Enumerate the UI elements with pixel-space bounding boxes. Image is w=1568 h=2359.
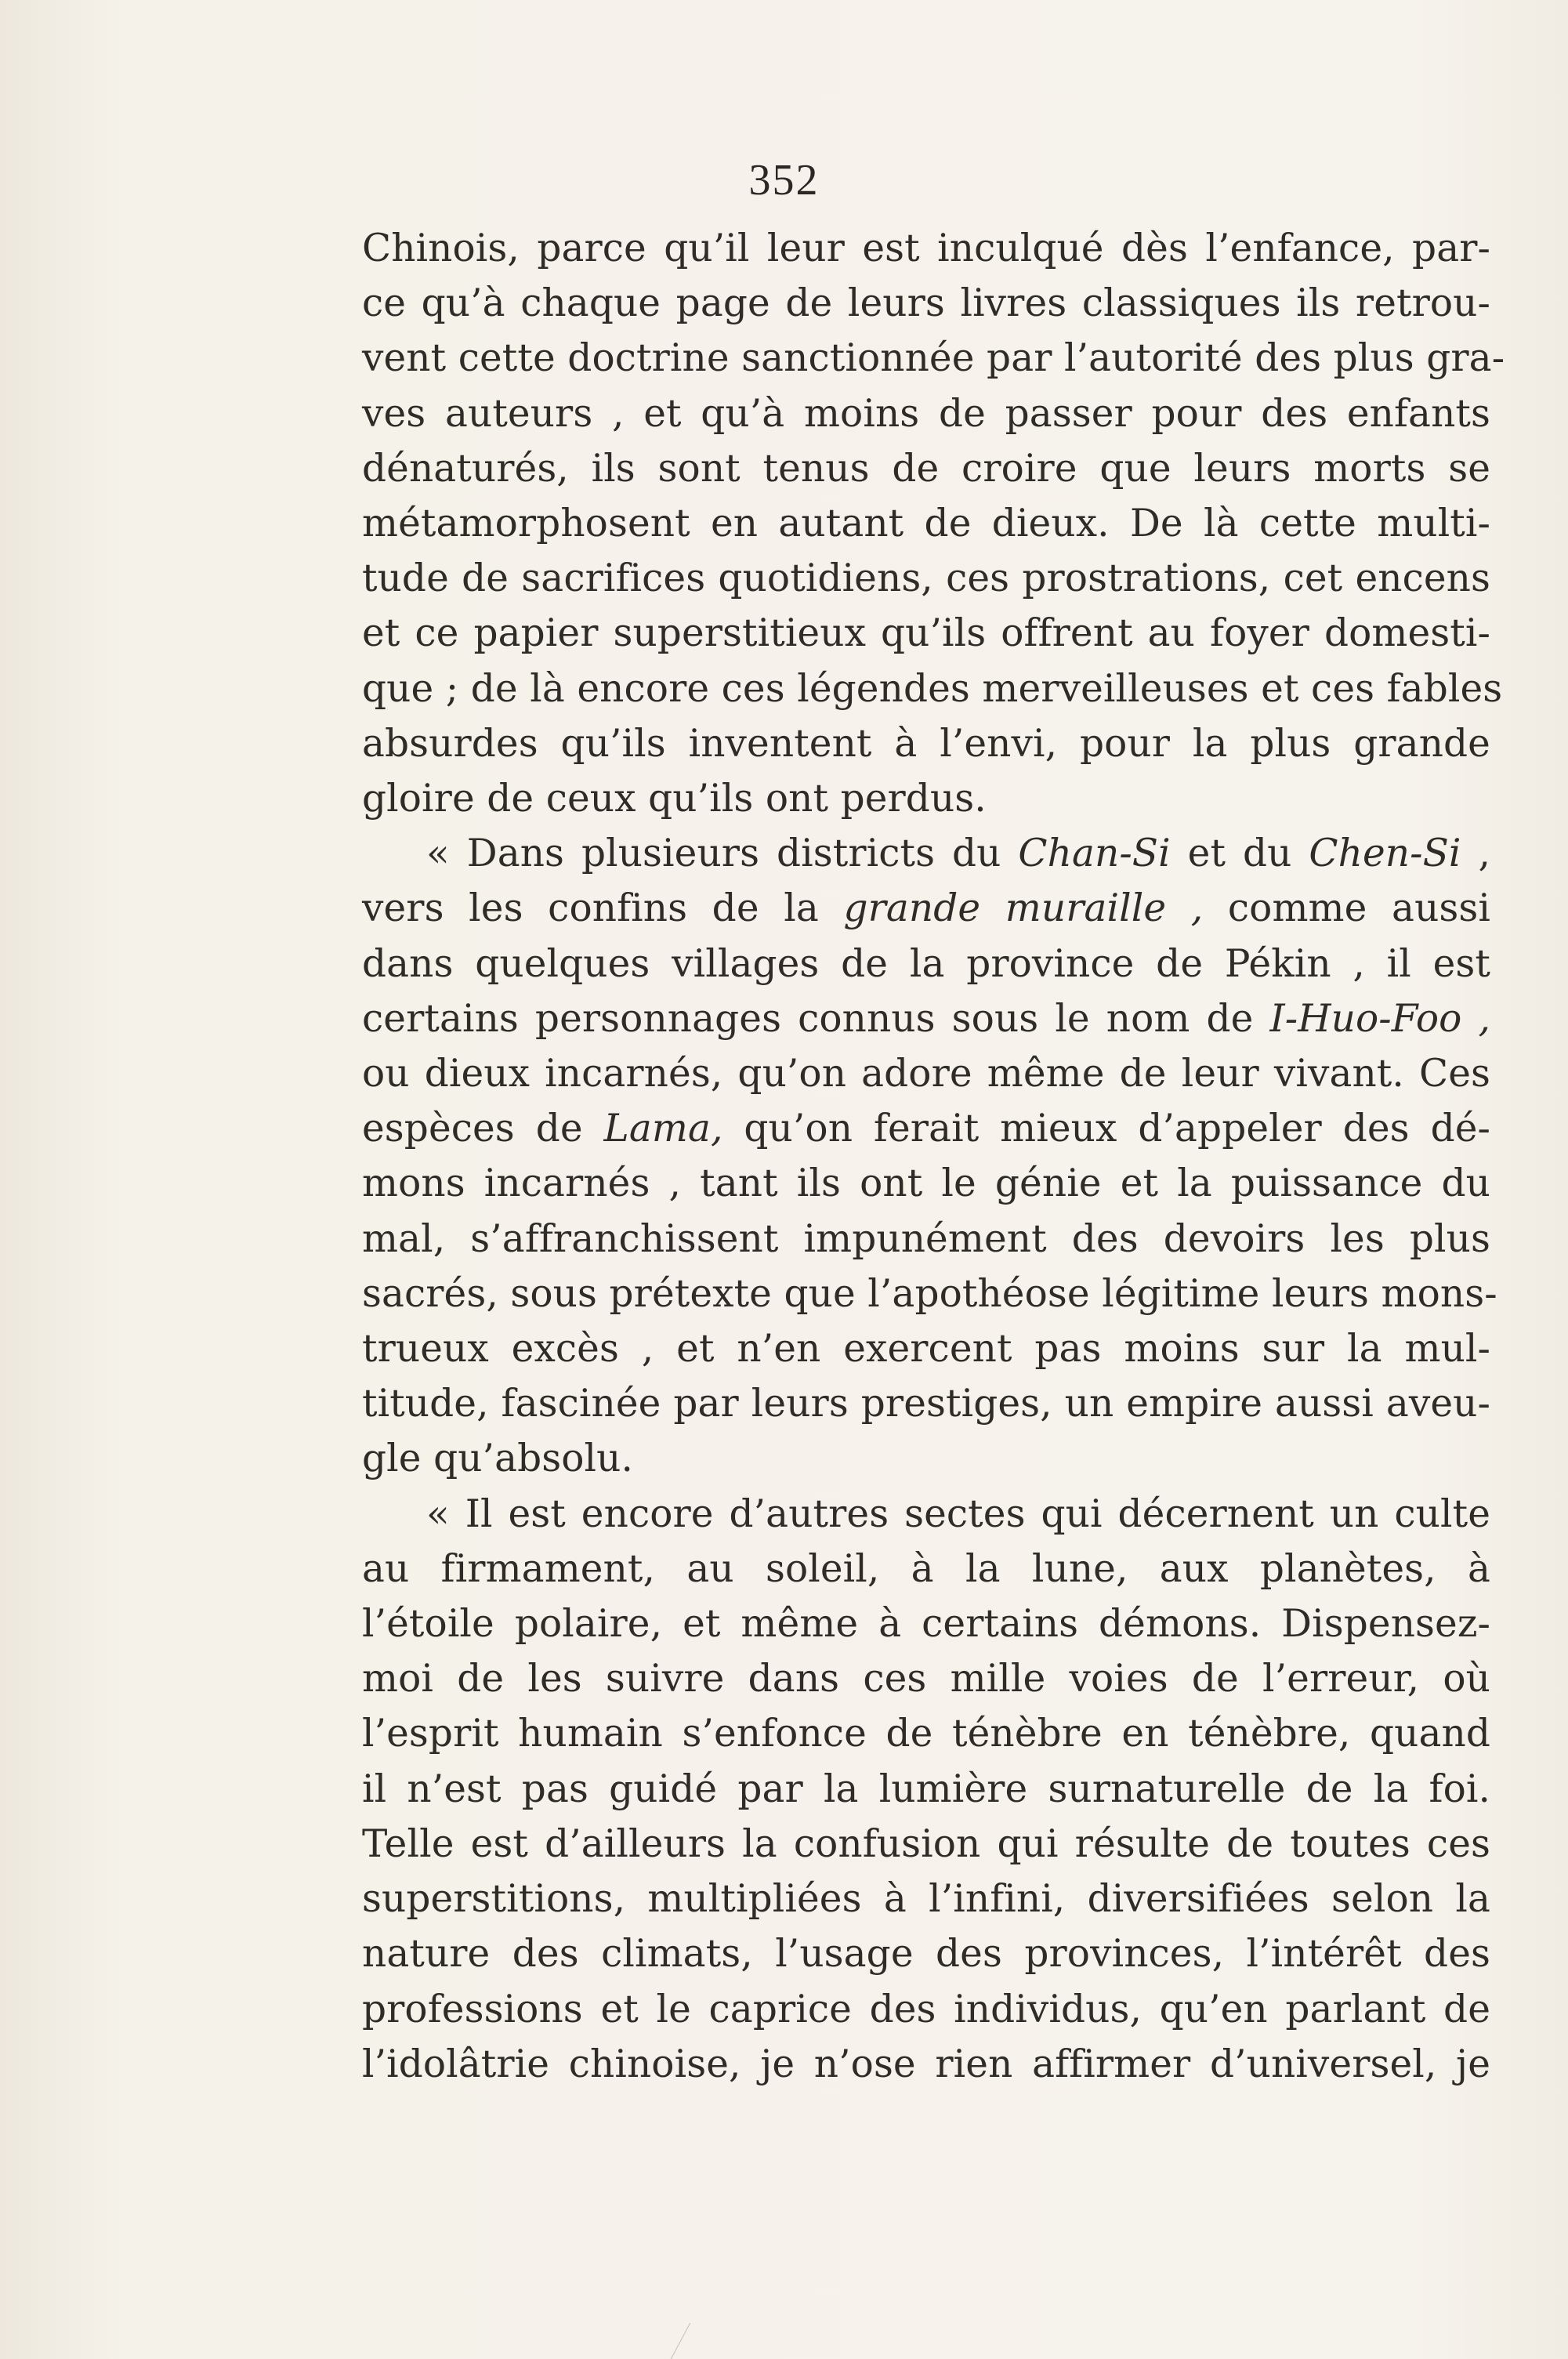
- paper-mark: [671, 2323, 706, 2359]
- text-line: que ; de là encore ces légendes merveilleuses et ces fables: [362, 666, 1503, 711]
- text-line: nature des climats, l’usage des provinces, l’intérêt des: [362, 1932, 1490, 1977]
- page-number: 352: [748, 156, 820, 205]
- text-line: trueux excès , et n’en exercent pas moins sur la mul-: [362, 1327, 1490, 1372]
- text-line: [362, 991, 1490, 1046]
- text-line: ce qu’à chaque page de leurs livres classiques ils retrou-: [362, 281, 1490, 326]
- text-run: espèces de: [362, 1107, 604, 1151]
- text-run: et du: [1170, 832, 1309, 876]
- text-line: métamorphosent en autant de dieux. De là cette multi-: [362, 502, 1490, 546]
- text-line: mons incarnés , tant ils ont le génie et la puissance du: [362, 1161, 1490, 1206]
- page-body-text: [362, 221, 1505, 2092]
- text-line: dans quelques villages de la province de Pékin , il est: [362, 941, 1490, 986]
- italic-term: I-Huo-Foo ,: [1269, 996, 1491, 1041]
- text-line: tude de sacrifices quotidiens, ces prostrations, cet encens: [362, 556, 1490, 601]
- paragraph-1: [362, 221, 1505, 826]
- text-line: [362, 1101, 1490, 1156]
- text-line: vent cette doctrine sanctionnée par l’autorité des plus gra-: [362, 336, 1505, 381]
- text-line: [362, 826, 1490, 881]
- text-line: moi de les suivre dans ces mille voies de l’erreur, où: [362, 1657, 1490, 1701]
- text-run: vers les confins de la: [362, 886, 844, 931]
- italic-term: grande muraille ,: [843, 886, 1204, 931]
- text-line: gloire de ceux qu’ils ont perdus.: [362, 777, 987, 821]
- text-run: qu’on ferait mieux d’appeler des dé-: [722, 1107, 1491, 1151]
- text-line: ves auteurs , et qu’à moins de passer pour des enfants: [362, 391, 1490, 436]
- text-run: certains personnages connus sous le nom de: [362, 996, 1270, 1041]
- text-line: mal, s’affranchissent impunément des devoirs les plus: [362, 1216, 1490, 1261]
- place-name: Chan-Si: [1018, 832, 1171, 876]
- text-run: comme aussi: [1203, 886, 1490, 931]
- text-line: dénaturés, ils sont tenus de croire que leurs morts se: [362, 446, 1490, 491]
- text-line: sacrés, sous prétexte que l’apothéose légitime leurs mons-: [362, 1271, 1497, 1316]
- text-line: l’étoile polaire, et même à certains démons. Dispensez-: [362, 1602, 1490, 1647]
- text-line: l’idolâtrie chinoise, je n’ose rien affirmer d’universel, je: [362, 2042, 1490, 2086]
- text-line: « Il est encore d’autres sectes qui décernent un culte: [426, 1491, 1490, 1536]
- place-name: Chen-Si: [1309, 832, 1461, 876]
- text-line: professions et le caprice des individus, qu’en parlant de: [362, 1987, 1490, 2031]
- text-run: « Dans plusieurs districts du: [426, 832, 1019, 876]
- text-line: ou dieux incarnés, qu’on adore même de leur vivant. Ces: [362, 1052, 1490, 1096]
- text-line: gle qu’absolu.: [362, 1437, 633, 1481]
- text-line: [362, 881, 1490, 936]
- text-line: titude, fascinée par leurs prestiges, un empire aussi aveu-: [362, 1382, 1490, 1426]
- text-line: l’esprit humain s’enfonce de ténèbre en ténèbre, quand: [362, 1712, 1490, 1756]
- text-line: absurdes qu’ils inventent à l’envi, pour la plus grande: [362, 721, 1490, 766]
- text-line: superstitions, multipliées à l’infini, diversifiées selon la: [362, 1877, 1490, 1922]
- text-line: et ce papier superstitieux qu’ils offrent au foyer domesti-: [362, 611, 1490, 656]
- paragraph-2: [362, 826, 1497, 1486]
- text-run: ,: [1461, 832, 1490, 876]
- text-line: Chinois, parce qu’il leur est inculqué dès l’enfance, par-: [362, 226, 1490, 270]
- paragraph-3: [362, 1487, 1490, 2092]
- text-line: il n’est pas guidé par la lumière surnaturelle de la foi.: [362, 1767, 1490, 1811]
- text-line: au firmament, au soleil, à la lune, aux planètes, à: [362, 1546, 1490, 1591]
- italic-term: Lama,: [603, 1107, 723, 1151]
- text-line: Telle est d’ailleurs la confusion qui résulte de toutes ces: [362, 1821, 1490, 1866]
